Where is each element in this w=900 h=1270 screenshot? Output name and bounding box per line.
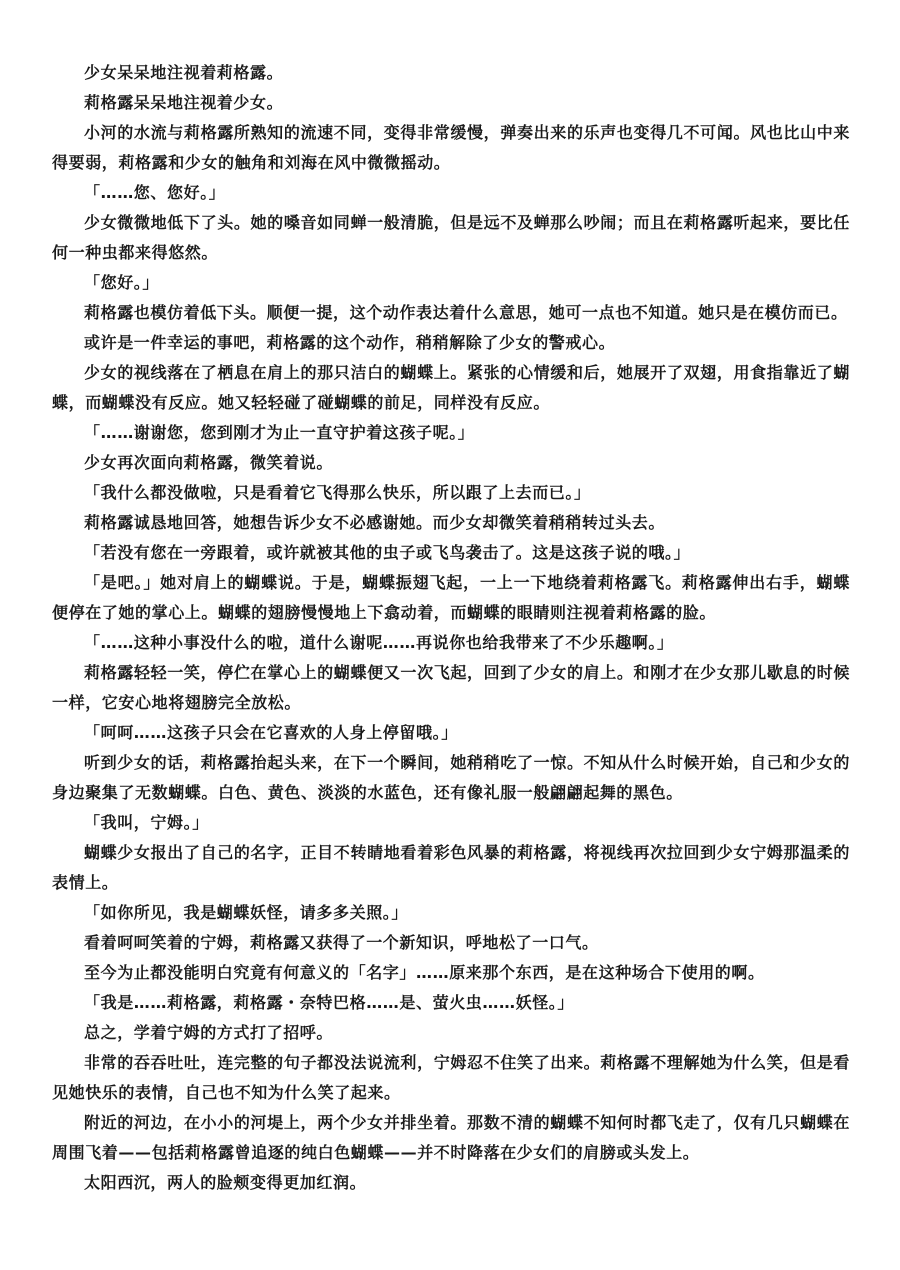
- paragraph: 「……您、您好。」: [84, 183, 226, 202]
- paragraph: 少女微微地低下了头。她的嗓音如同蝉一般清脆，但是远不及蝉那么吵闹；而且在莉格露听起来，要比任何一种虫都来得悠然。: [52, 213, 850, 262]
- paragraph: 莉格露诚恳地回答，她想告诉少女不必感谢她。而少女却微笑着稍稍转过头去。: [84, 513, 666, 532]
- paragraph: 小河的水流与莉格露所熟知的流速不同，变得非常缓慢，弹奏出来的乐声也变得几不可闻。风也比山中来得要弱，莉格露和少女的触角和刘海在风中微微摇动。: [52, 123, 850, 172]
- paragraph: 总之，学着宁姆的方式打了招呼。: [84, 1023, 334, 1042]
- paragraph: 蝴蝶少女报出了自己的名字，正目不转睛地看着彩色风暴的莉格露，将视线再次拉回到少女宁姆那温柔的表情上。: [52, 843, 850, 892]
- paragraph: 少女的视线落在了栖息在肩上的那只洁白的蝴蝶上。紧张的心情缓和后，她展开了双翅，用食指靠近了蝴蝶，而蝴蝶没有反应。她又轻轻碰了碰蝴蝶的前足，同样没有反应。: [52, 363, 850, 412]
- paragraph: 非常的吞吞吐吐，连完整的句子都没法说流利，宁姆忍不住笑了出来。莉格露不理解她为什么笑，但是看见她快乐的表情，自己也不知为什么笑了起来。: [52, 1053, 850, 1102]
- paragraph: 「是吧。」她对肩上的蝴蝶说。于是，蝴蝶振翅飞起，一上一下地绕着莉格露飞。莉格露伸出右手，蝴蝶便停在了她的掌心上。蝴蝶的翅膀慢慢地上下翕动着，而蝴蝶的眼睛则注视着莉格露的脸。: [52, 573, 850, 622]
- paragraph: 「……谢谢您，您到刚才为止一直守护着这孩子呢。」: [84, 423, 475, 442]
- paragraph: 莉格露呆呆地注视着少女。: [84, 93, 284, 112]
- paragraph: 少女再次面向莉格露，微笑着说。: [84, 453, 334, 472]
- paragraph: 莉格露轻轻一笑，停伫在掌心上的蝴蝶便又一次飞起，回到了少女的肩上。和刚才在少女那儿歇息的时候一样，它安心地将翅膀完全放松。: [52, 663, 850, 712]
- paragraph: 太阳西沉，两人的脸颊变得更加红润。: [84, 1173, 367, 1192]
- paragraph: 「若没有您在一旁跟着，或许就被其他的虫子或飞鸟袭击了。这是这孩子说的哦。」: [84, 543, 691, 562]
- paragraph: 少女呆呆地注视着莉格露。: [84, 63, 284, 82]
- paragraph: 「……这种小事没什么的啦，道什么谢呢……再说你也给我带来了不少乐趣啊。」: [84, 633, 674, 652]
- paragraph: 莉格露也模仿着低下头。顺便一提，这个动作表达着什么意思，她可一点也不知道。她只是在模仿而已。: [84, 303, 848, 322]
- paragraph: 「我叫，宁姆。」: [84, 813, 209, 832]
- paragraph: 「我是……莉格露，莉格露・奈特巴格……是、萤火虫……妖怪。」: [84, 993, 575, 1012]
- paragraph: 「如你所见，我是蝴蝶妖怪，请多多关照。」: [84, 903, 409, 922]
- paragraph: 看着呵呵笑着的宁姆，莉格露又获得了一个新知识，呼地松了一口气。: [84, 933, 599, 952]
- paragraph: 「呵呵……这孩子只会在它喜欢的人身上停留哦。」: [84, 723, 458, 742]
- paragraph: 附近的河边，在小小的河堤上，两个少女并排坐着。那数不清的蝴蝶不知何时都飞走了，仅有几只蝴蝶在周围飞着——包括莉格露曾追逐的纯白色蝴蝶——并不时降落在少女们的肩膀或头发上。: [52, 1113, 850, 1162]
- paragraph: 「我什么都没做啦，只是看着它飞得那么快乐，所以跟了上去而已。」: [84, 483, 591, 502]
- paragraph: 至今为止都没能明白究竟有何意义的「名字」……原来那个东西，是在这种场合下使用的啊。: [84, 963, 765, 982]
- paragraph: 「您好。」: [84, 273, 160, 292]
- paragraph: 听到少女的话，莉格露抬起头来，在下一个瞬间，她稍稍吃了一惊。不知从什么时候开始，自己和少女的身边聚集了无数蝴蝶。白色、黄色、淡淡的水蓝色，还有像礼服一般翩翩起舞的黑色。: [52, 753, 850, 802]
- paragraph: 或许是一件幸运的事吧，莉格露的这个动作，稍稍解除了少女的警戒心。: [84, 333, 616, 352]
